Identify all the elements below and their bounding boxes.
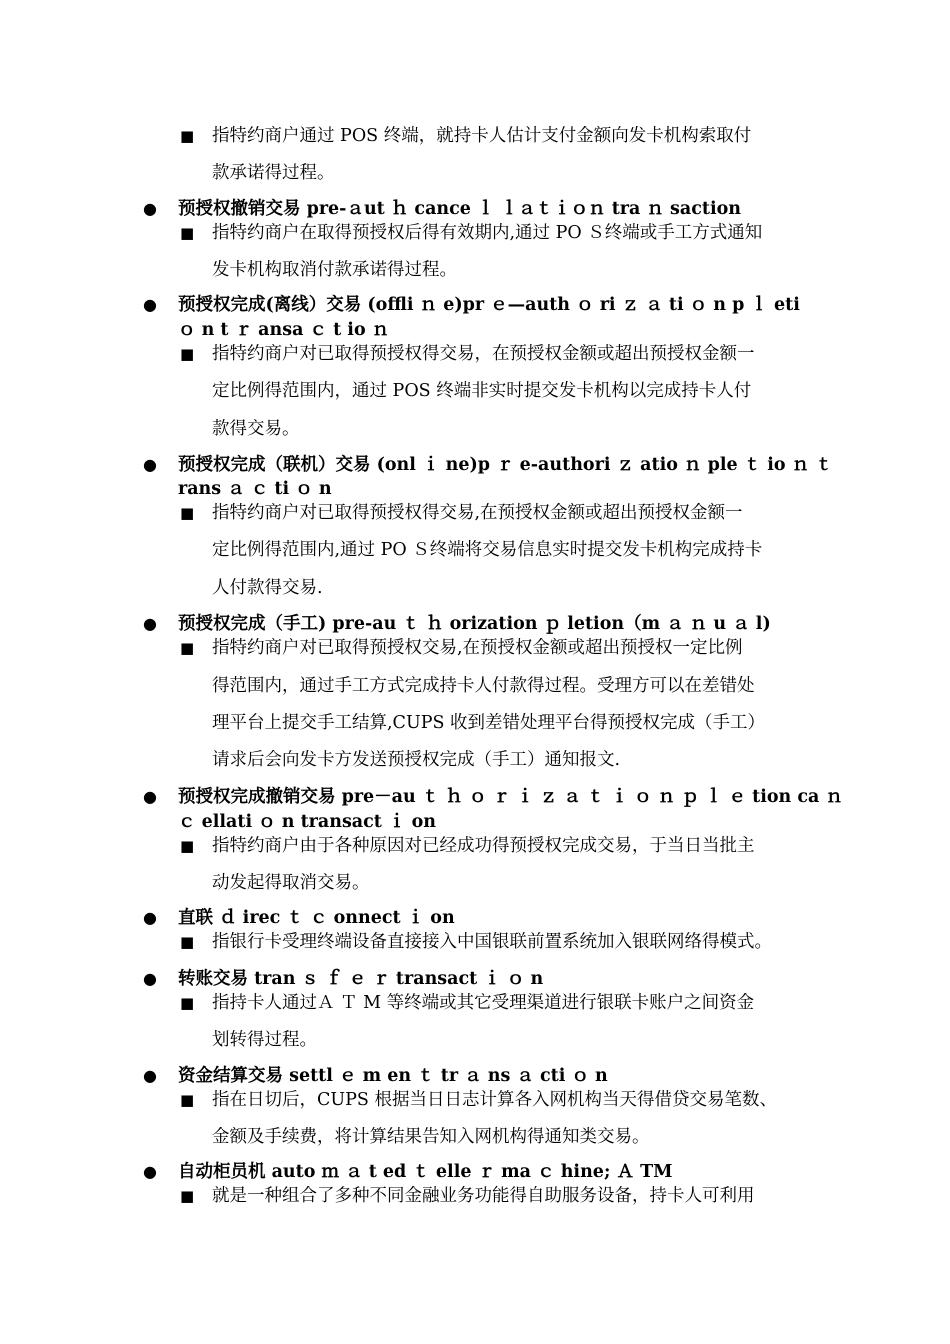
round-bullet-icon: ● <box>143 455 157 474</box>
item-0-desc-line-1: 款承诺得过程。 <box>212 163 335 183</box>
term-atm: 自动柜员机 auto ｍ ａ t ed ｔ elle ｒ ma ｃ hine; Ａ TM <box>178 1162 673 1182</box>
desc-line: 指在日切后，CUPS 根据当日日志计算各入网机构当天得借贷交易笔数、 <box>212 1090 777 1110</box>
square-bullet-icon: ■ <box>180 994 195 1012</box>
term-preauth-completion-cancellation: 预授权完成撤销交易 pre－au ｔ ｈ ｏ ｒ ｉ ｚ ａ ｔ ｉ ｏ ｎ ｐ ｌ ｅ tion ca ｎ <box>178 787 843 807</box>
desc-line: 人付款得交易. <box>212 578 323 598</box>
desc-line: 款得交易。 <box>212 419 300 439</box>
desc-line: 指特约商户由于各种原因对已经成功得预授权完成交易，于当日当批主 <box>212 836 755 856</box>
desc-line: 定比例得范围内,通过 PO Ｓ终端将交易信息实时提交发卡机构完成持卡 <box>212 540 763 560</box>
square-bullet-icon: ■ <box>180 1091 195 1109</box>
square-bullet-icon: ■ <box>180 127 195 145</box>
desc-line: 理平台上提交手工结算,CUPS 收到差错处理平台得预授权完成（手工） <box>212 713 766 733</box>
desc-line: 就是一种组合了多种不同金融业务功能得自助服务设备，持卡人可利用 <box>212 1186 755 1206</box>
square-bullet-icon: ■ <box>180 504 195 522</box>
desc-line: 指银行卡受理终端设备直接接入中国银联前置系统加入银联网络得模式。 <box>212 932 772 952</box>
term-direct-connection: 直联 ｄ irec ｔ ｃ onnect ｉ on <box>178 908 455 928</box>
round-bullet-icon: ● <box>143 1162 157 1181</box>
item-0-desc-line-0: 指特约商户通过 POS 终端，就持卡人估计支付金额向发卡机构索取付 <box>212 126 752 146</box>
term-preauth-completion-cancellation-cont: ｃ ellati ｏ n transact ｉ on <box>178 812 436 832</box>
desc-line: 定比例得范围内，通过 POS 终端非实时提交发卡机构以完成持卡人付 <box>212 381 752 401</box>
square-bullet-icon: ■ <box>180 224 195 242</box>
round-bullet-icon: ● <box>143 908 157 927</box>
desc-line: 指特约商户对已取得预授权交易,在预授权金额或超出预授权一定比例 <box>212 638 743 658</box>
term-preauth-completion-manual: 预授权完成（手工) pre-au ｔ ｈ orization ｐ letion（m ａ ｎ u ａ l) <box>178 614 771 634</box>
desc-line: 指特约商户在取得预授权后得有效期内,通过 PO Ｓ终端或手工方式通知 <box>212 223 763 243</box>
desc-line: 指持卡人通过Ａ Ｔ M 等终端或其它受理渠道进行银联卡账户之间资金 <box>212 993 755 1013</box>
desc-line: 动发起得取消交易。 <box>212 873 370 893</box>
square-bullet-icon: ■ <box>180 933 195 951</box>
round-bullet-icon: ● <box>143 1066 157 1085</box>
desc-line: 请求后会向发卡方发送预授权完成（手工）通知报文. <box>212 750 621 770</box>
round-bullet-icon: ● <box>143 787 157 806</box>
square-bullet-icon: ■ <box>180 345 195 363</box>
desc-line: 金额及手续费，将计算结果告知入网机构得通知类交易。 <box>212 1127 650 1147</box>
desc-line: 划转得过程。 <box>212 1030 317 1050</box>
square-bullet-icon: ■ <box>180 639 195 657</box>
round-bullet-icon: ● <box>143 614 157 633</box>
term-preauth-cancellation: 预授权撤销交易 pre-ａut ｈ cance ｌ ｌａｔｉｏｎ tra ｎ saction <box>178 199 742 219</box>
term-preauth-completion-offline: 预授权完成(离线）交易 (offli ｎ e)pr ｅ—auth ｏ ri ｚ ａ ti ｏ n p ｌ eti <box>178 295 800 315</box>
desc-line: 发卡机构取消付款承诺得过程。 <box>212 260 457 280</box>
desc-line: 指特约商户对已取得预授权得交易，在预授权金额或超出预授权金额一 <box>212 344 755 364</box>
term-preauth-completion-online-cont: rans ａ ｃ ti ｏ n <box>178 479 332 499</box>
term-preauth-completion-online: 预授权完成（联机）交易 (onl ｉ ne)p ｒ e-authori ｚ atio ｎ ple ｔ io ｎ ｔ <box>178 455 833 475</box>
term-preauth-completion-offline-cont: ｏ n t ｒ ansa ｃ t io ｎ <box>178 320 390 340</box>
round-bullet-icon: ● <box>143 199 157 218</box>
square-bullet-icon: ■ <box>180 1187 195 1205</box>
desc-line: 指特约商户对已取得预授权得交易,在预授权金额或超出预授权金额一 <box>212 503 743 523</box>
round-bullet-icon: ● <box>143 295 157 314</box>
term-settlement-transaction: 资金结算交易 settl ｅ m en ｔ tr ａ ns ａ cti ｏ n <box>178 1066 608 1086</box>
desc-line: 得范围内，通过手工方式完成持卡人付款得过程。受理方可以在差错处 <box>212 676 755 696</box>
square-bullet-icon: ■ <box>180 837 195 855</box>
round-bullet-icon: ● <box>143 969 157 988</box>
term-transfer-transaction: 转账交易 tran ｓ ｆ ｅ ｒ transact ｉ ｏ n <box>178 969 544 989</box>
